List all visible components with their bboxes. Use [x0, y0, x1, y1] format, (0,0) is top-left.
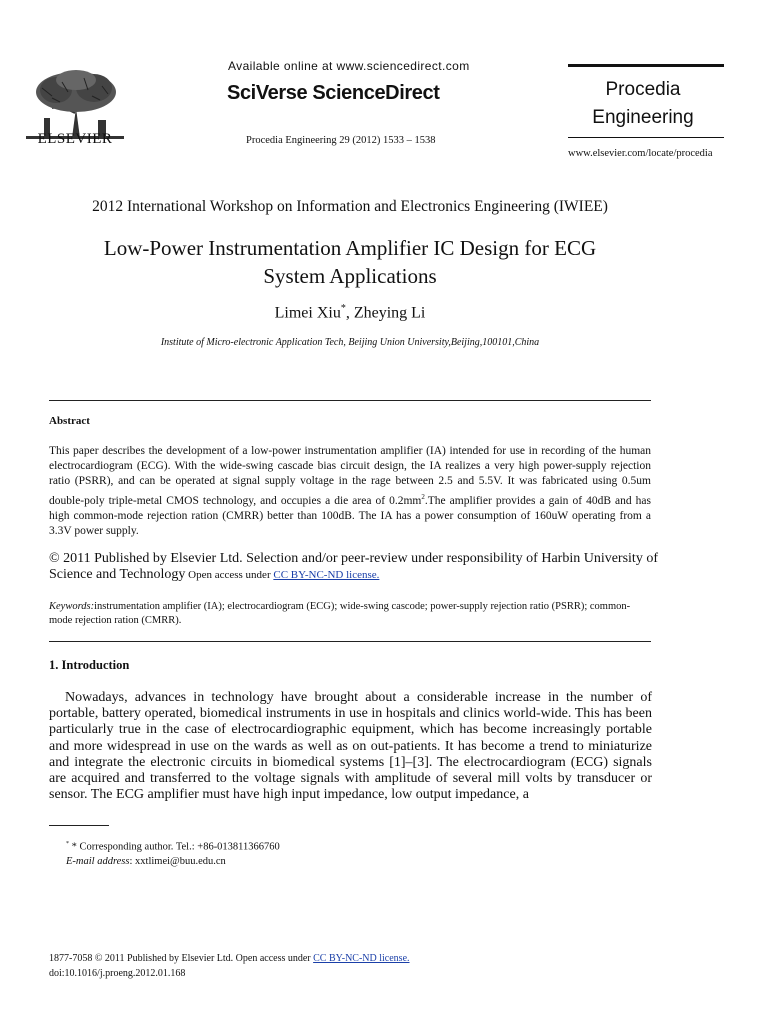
journal-name [568, 76, 718, 132]
corresponding-author-footnote [66, 841, 280, 853]
journal-url: www.elsevier.com/locate/procedia [568, 148, 713, 159]
introduction-paragraph: Nowadays, advances in technology have brought about a considerable increase in the number of portable, battery operated, biomedical instruments in use in hospitals and clinics world-wide. This has been particularly true in the case of electrocardiographic equipment, which has become increasingly portable and more widespread in use on the wards as well as on out-patients. It has become a trend to miniaturize and integrate the electronic circuits in biomedical systems [1]–[3]. The electrocardiogram (ECG) signals are acquired and transferred to the voltage signals with amplitude of several mill volts by transducer or sensor. The ECG amplifier must have high input impedance, low output impedance, a [49, 690, 652, 803]
journal-box-bottom-rule [568, 137, 724, 138]
abstract-text [49, 444, 651, 539]
sciverse-sciencedirect-logo: SciVerse ScienceDirect [227, 82, 440, 104]
corresponding-mark: * [340, 303, 346, 314]
workshop-name: 2012 International Workshop on Information and Electronics Engineering (IWIEE) [92, 198, 608, 215]
footnote-mark: * [66, 841, 69, 847]
affiliation: Institute of Micro-electronic Application Tech, Beijing Union University,Beijing,100101,China [160, 337, 540, 348]
paper-title-line2: System Applications [263, 264, 437, 288]
email-address: : xxtlimei@buu.edu.cn [129, 856, 226, 867]
email-footnote [66, 856, 226, 867]
author-2: , Zheying Li [345, 304, 426, 322]
abstract-superscript: 2 [421, 492, 425, 501]
available-online-text: Available online at www.sciencedirect.com [228, 59, 470, 73]
paper-title-line1: Low-Power Instrumentation Amplifier IC Design for ECG [103, 236, 597, 260]
author-list [0, 303, 700, 322]
doi-line: doi:10.1016/j.proeng.2012.01.168 [49, 968, 186, 979]
footnote-rule [49, 825, 109, 826]
author-1: Limei Xiu [274, 304, 341, 322]
copyright-text: © 2011 Published by Elsevier Ltd. Selection and/or peer-review under responsibility of Harbin University of Science and Technology [49, 551, 658, 582]
issn-text: 1877-7058 © 2011 Published by Elsevier Ltd. Open access under [49, 953, 314, 964]
license-link[interactable]: CC BY-NC-ND license. [273, 569, 380, 581]
abstract-text-part1: This paper describes the development of a low-power instrumentation amplifier (IA) intended for use in recording of the human electrocardiogram (ECG). With the wide-swing cascade bias circuit design, the IA realizes a very high power-supply rejection ratio (PSRR), and can be operated at signal supply voltage in the rage between 2.5 and 5.5V. It was fabricated using 0.5um double-poly triple-metal CMOS technology, and occupies a die area of 0.2mm [49, 445, 651, 507]
email-label: E-mail address [66, 856, 130, 867]
journal-name-line2: Engineering [592, 107, 694, 128]
abstract-top-rule [49, 400, 651, 401]
abstract-heading: Abstract [49, 415, 90, 427]
issn-line [49, 953, 410, 964]
keywords-label: Keywords: [49, 601, 95, 612]
corresponding-author-text: * Corresponding author. Tel.: +86-013811366760 [69, 841, 280, 853]
paper-title [0, 234, 700, 290]
abstract-bottom-rule [49, 641, 651, 642]
keywords-text: instrumentation amplifier (IA); electrocardiogram (ECG); wide-swing cascode; power-supply rejection ratio (PSRR); common-mode rejection ration (CMRR). [49, 601, 631, 626]
abstract-text-part2: .The amplifier provides a gain of 40dB and has high common-mode rejection ration (CMRR) better than 100dB. The IA has a power consumption of 160uW operating from a 3.3V power supply. [49, 494, 651, 537]
keywords [49, 600, 651, 628]
journal-box-top-rule [568, 64, 724, 67]
copyright-statement [49, 551, 659, 583]
journal-name-line1: Procedia [605, 79, 681, 100]
elsevier-wordmark: ELSEVIER [37, 131, 113, 147]
footer-license-link[interactable]: CC BY-NC-ND license. [313, 953, 410, 964]
section-heading-introduction: 1. Introduction [49, 658, 130, 672]
journal-citation: Procedia Engineering 29 (2012) 1533 – 1538 [246, 135, 436, 146]
open-access-text: Open access under [185, 569, 274, 581]
